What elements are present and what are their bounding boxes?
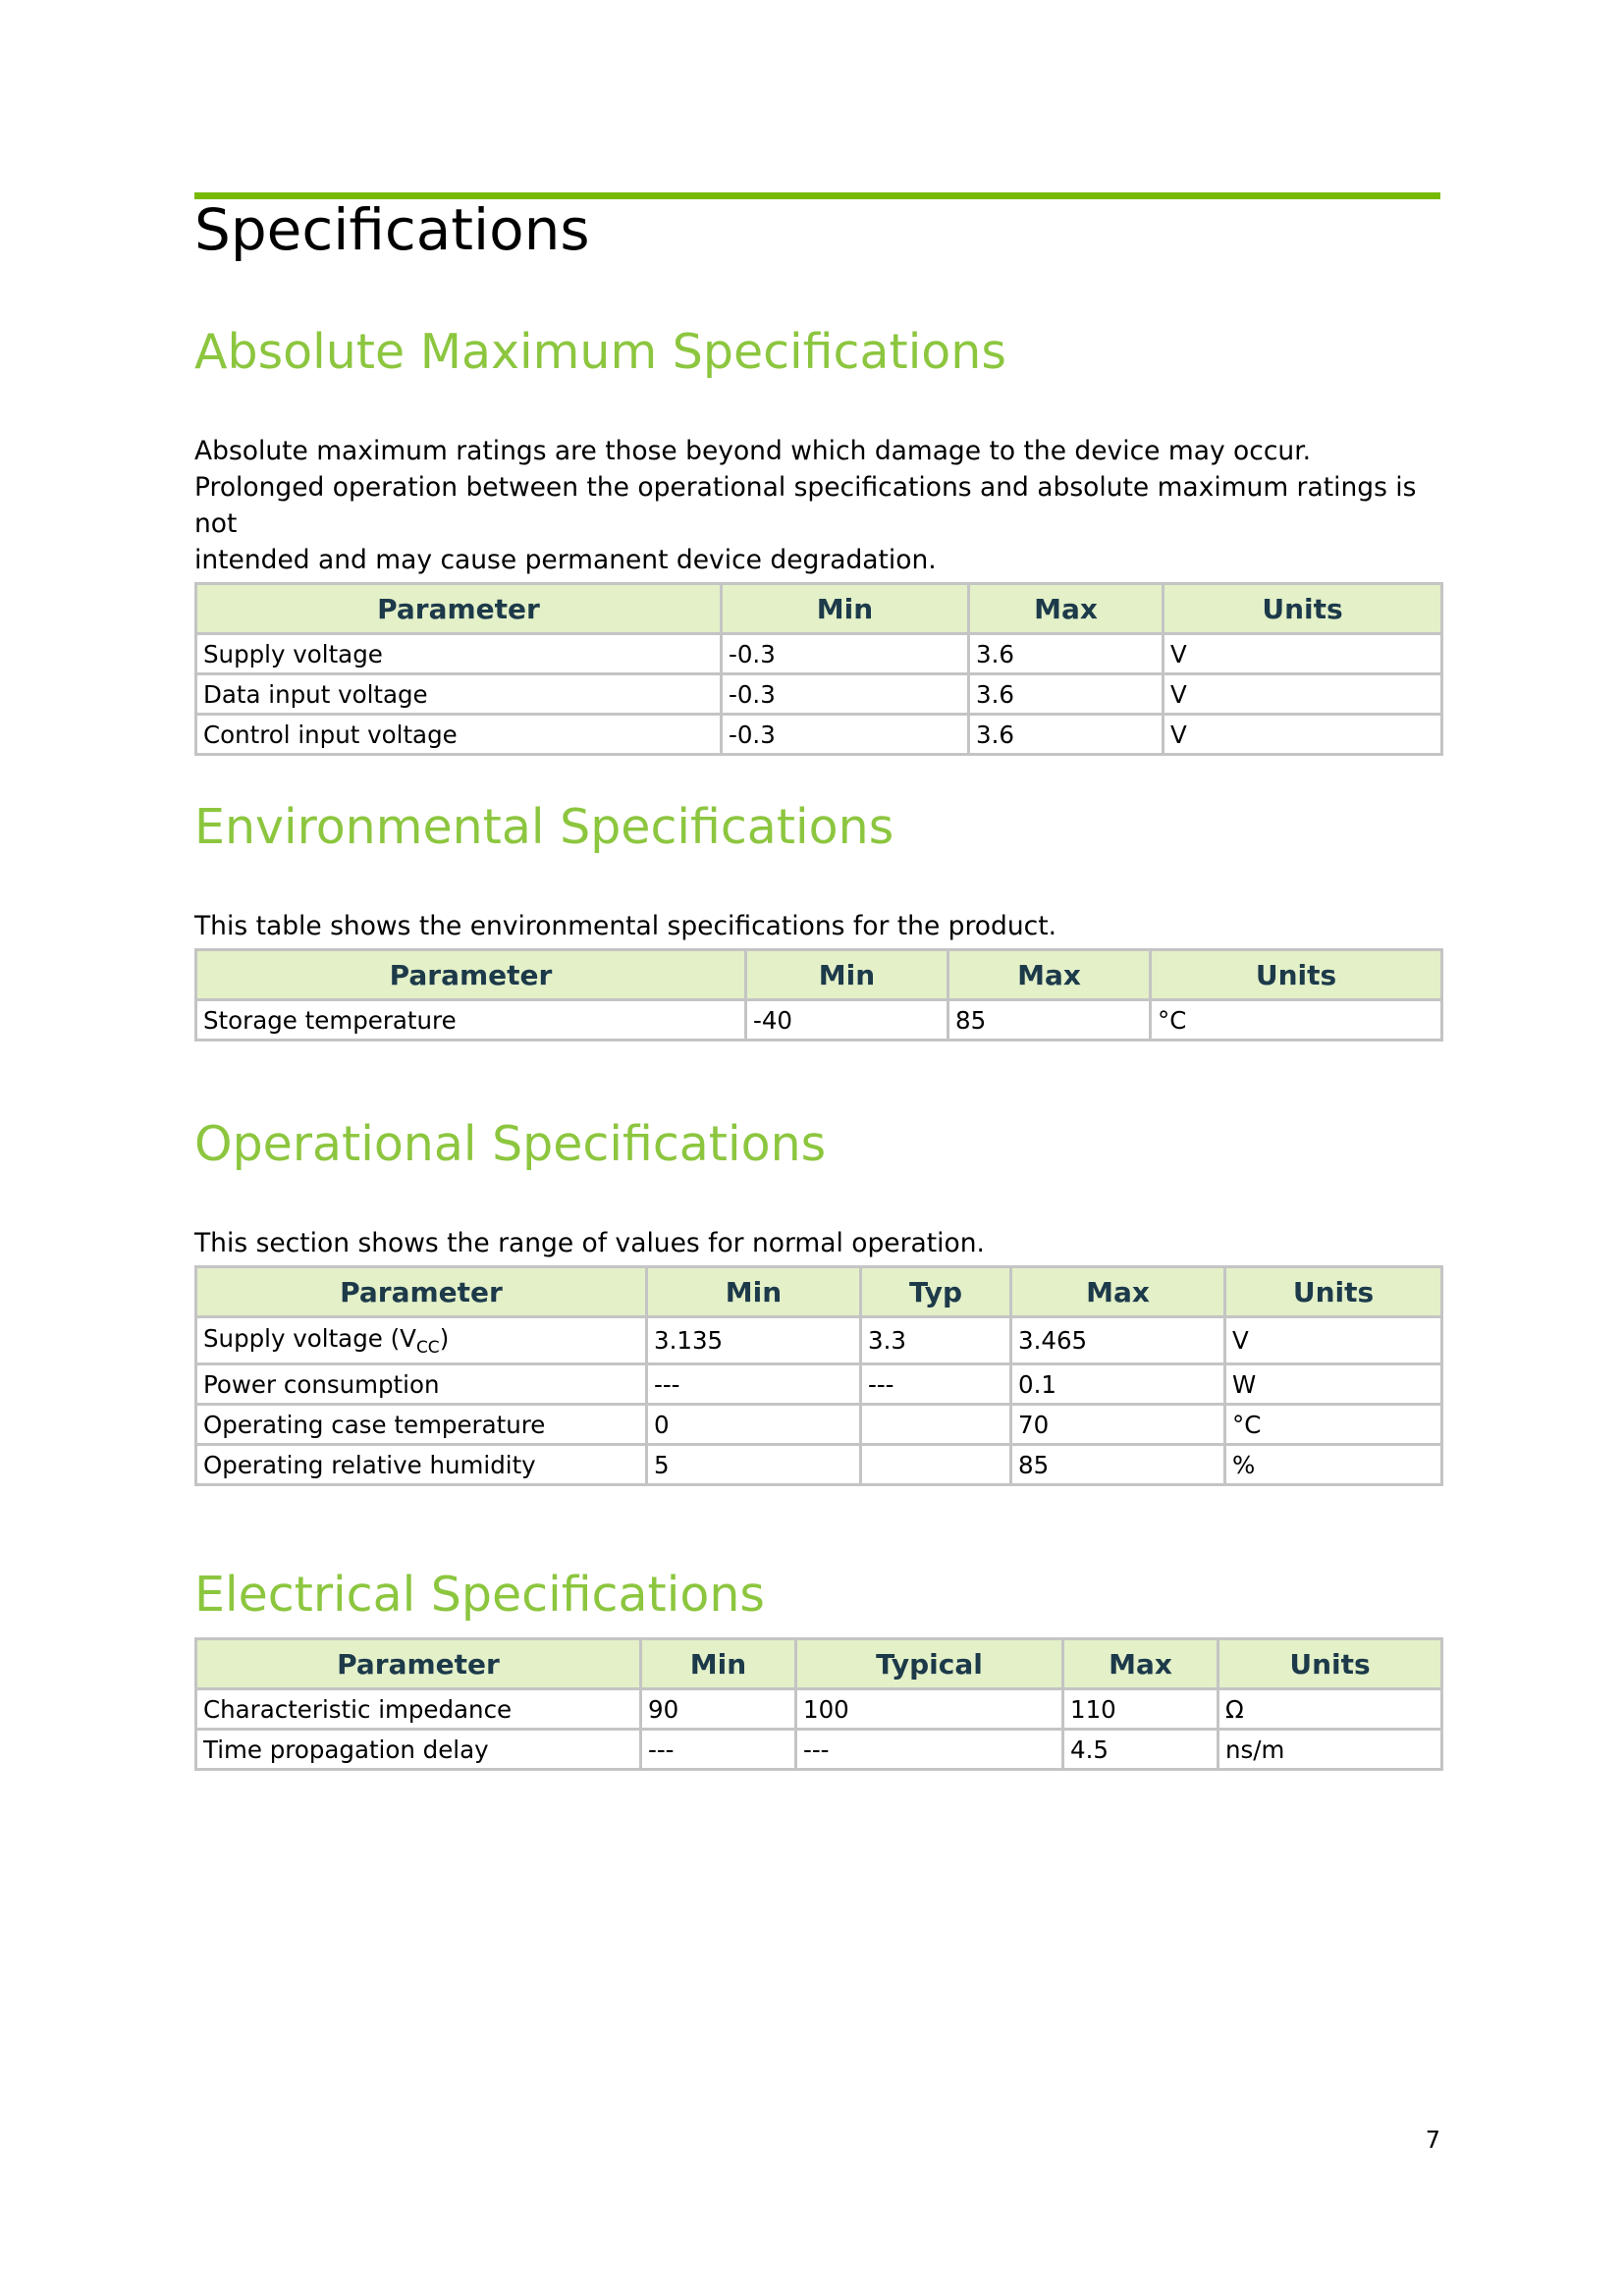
table-cell: V (1164, 674, 1442, 715)
section-heading: Absolute Maximum Specifications (194, 324, 1006, 380)
table-cell: 3.465 (1011, 1317, 1225, 1364)
table-cell: 0 (647, 1405, 861, 1445)
vcc-subscript: CC (415, 1337, 440, 1358)
table-cell: V (1225, 1317, 1442, 1364)
header-cell: Parameter (196, 1639, 641, 1689)
table-header-row (196, 1267, 1442, 1317)
absolute-max-table (194, 582, 1443, 756)
header-cell: Max (1011, 1267, 1225, 1317)
paragraph-line: Absolute maximum ratings are those beyond which damage to the device may occur. (194, 436, 1312, 466)
table-cell: Operating relative humidity (196, 1445, 647, 1485)
table-cell: --- (861, 1364, 1011, 1405)
header-cell: Units (1225, 1267, 1442, 1317)
paragraph-line: intended and may cause permanent device degradation. (194, 545, 937, 575)
table-cell: Operating case temperature (196, 1405, 647, 1445)
table-cell: 3.6 (969, 715, 1164, 755)
header-cell: Parameter (196, 1267, 647, 1317)
table-cell: 85 (948, 1000, 1151, 1041)
header-cell: Parameter (196, 950, 746, 1000)
table-cell: Data input voltage (196, 674, 722, 715)
section-operational (194, 1114, 1440, 1486)
table-cell: 0.1 (1011, 1364, 1225, 1405)
header-cell: Max (969, 584, 1164, 634)
header-cell: Typical (796, 1639, 1063, 1689)
table-cell: 85 (1011, 1445, 1225, 1485)
table-cell: Storage temperature (196, 1000, 746, 1041)
header-cell: Min (641, 1639, 796, 1689)
table-cell: 70 (1011, 1405, 1225, 1445)
table-cell: 3.6 (969, 634, 1164, 674)
table-row (196, 1445, 1442, 1485)
table-cell: 90 (641, 1689, 796, 1730)
table-cell: V (1164, 634, 1442, 674)
header-cell: Units (1164, 584, 1442, 634)
table-header-row (196, 1639, 1442, 1689)
section-heading: Electrical Specifications (194, 1567, 765, 1623)
header-cell: Parameter (196, 584, 722, 634)
table-cell: Ω (1218, 1689, 1442, 1730)
table-cell: Power consumption (196, 1364, 647, 1405)
table-cell: -0.3 (722, 634, 969, 674)
table-cell (861, 1445, 1011, 1485)
header-cell: Min (647, 1267, 861, 1317)
section-environmental (194, 797, 1440, 1041)
section-absolute-max (194, 322, 1440, 756)
table-cell (196, 1317, 647, 1364)
header-cell: Max (1063, 1639, 1218, 1689)
table-cell: V (1164, 715, 1442, 755)
table-cell: Characteristic impedance (196, 1689, 641, 1730)
table-row (196, 1317, 1442, 1364)
table-cell: °C (1151, 1000, 1442, 1041)
electrical-table (194, 1637, 1443, 1771)
paragraph-line: Prolonged operation between the operational specifications and absolute maximum ratings is not (194, 472, 1417, 539)
table-row (196, 715, 1442, 755)
table-cell: --- (796, 1730, 1063, 1770)
table-cell: -0.3 (722, 715, 969, 755)
table-row (196, 1405, 1442, 1445)
table-row (196, 1364, 1442, 1405)
paragraph-line: This section shows the range of values for normal operation. (194, 1228, 985, 1258)
table-header-row (196, 584, 1442, 634)
page-title: Specifications (194, 196, 590, 263)
table-cell: W (1225, 1364, 1442, 1405)
table-row (196, 634, 1442, 674)
table-header-row (196, 950, 1442, 1000)
table-cell: 3.135 (647, 1317, 861, 1364)
header-cell: Max (948, 950, 1151, 1000)
header-cell: Typ (861, 1267, 1011, 1317)
table-cell: % (1225, 1445, 1442, 1485)
table-row (196, 1000, 1442, 1041)
section-heading: Operational Specifications (194, 1116, 827, 1172)
table-cell: 4.5 (1063, 1730, 1218, 1770)
table-cell: Control input voltage (196, 715, 722, 755)
table-cell: 3.3 (861, 1317, 1011, 1364)
table-cell: ns/m (1218, 1730, 1442, 1770)
table-cell: 5 (647, 1445, 861, 1485)
paragraph-line: This table shows the environmental specifications for the product. (194, 911, 1057, 941)
table-cell: -40 (746, 1000, 948, 1041)
page-number: 7 (1425, 2126, 1440, 2154)
table-cell: Supply voltage (196, 634, 722, 674)
table-cell: 110 (1063, 1689, 1218, 1730)
table-row (196, 1730, 1442, 1770)
section-heading: Environmental Specifications (194, 799, 894, 855)
table-row (196, 1689, 1442, 1730)
table-cell (861, 1405, 1011, 1445)
header-cell: Min (746, 950, 948, 1000)
table-cell: Time propagation delay (196, 1730, 641, 1770)
table-cell: 100 (796, 1689, 1063, 1730)
table-cell: -0.3 (722, 674, 969, 715)
table-row (196, 674, 1442, 715)
table-cell: --- (647, 1364, 861, 1405)
table-cell: °C (1225, 1405, 1442, 1445)
table-cell: --- (641, 1730, 796, 1770)
header-cell: Units (1151, 950, 1442, 1000)
supply-voltage-close: ) (439, 1323, 450, 1353)
section-electrical (194, 1565, 1440, 1771)
table-cell: 3.6 (969, 674, 1164, 715)
supply-voltage-label: Supply voltage (V (203, 1323, 416, 1353)
operational-table (194, 1265, 1443, 1486)
header-cell: Min (722, 584, 969, 634)
header-cell: Units (1218, 1639, 1442, 1689)
environmental-table (194, 948, 1443, 1041)
